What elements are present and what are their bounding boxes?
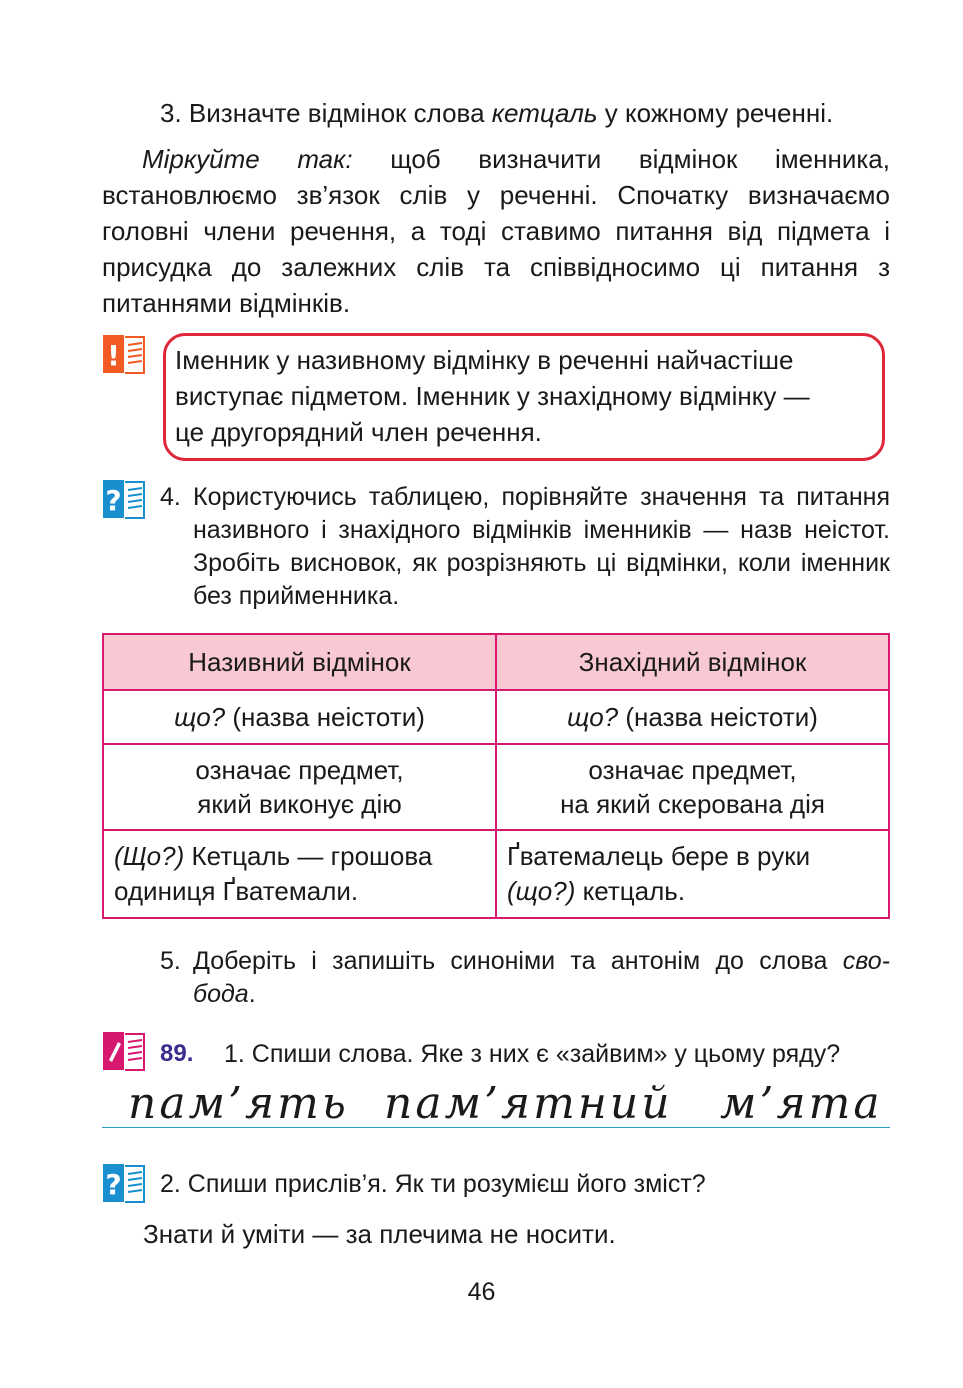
task3-line — [160, 95, 900, 131]
cell-line: означає предмет, — [588, 755, 797, 785]
page-number: 46 — [467, 1278, 496, 1306]
question-word: що? — [567, 701, 619, 732]
table-cell — [103, 744, 496, 830]
table-row — [103, 830, 889, 918]
cell-line: який виконує дію — [197, 789, 402, 819]
question-book-icon — [102, 478, 146, 522]
handwritten-word: м’ята — [720, 1078, 883, 1129]
question-word: (Що?) — [114, 841, 185, 871]
hint-lead: Міркуйте так: — [142, 144, 353, 174]
task3-number: 3. — [160, 98, 182, 128]
table-cell — [496, 690, 889, 744]
cell-line: Ґватемалець бере в руки — [507, 841, 811, 871]
task4-number: 4. — [160, 483, 181, 511]
task5-text — [193, 945, 890, 1011]
task5-body: Доберіть і запишіть синоніми та антонім до слова — [193, 947, 828, 975]
task5-italic-word: сво- — [842, 947, 890, 975]
writing-baseline — [102, 1127, 890, 1128]
svg-text:?: ? — [105, 1168, 122, 1201]
question-book-icon — [102, 1162, 146, 1206]
svg-text:?: ? — [105, 484, 122, 517]
rule-text — [175, 342, 880, 450]
table-cell — [103, 690, 496, 744]
table-cell — [103, 830, 496, 918]
handwritten-word: пам’ятний — [384, 1078, 673, 1129]
header-accusative: Знахідний відмінок — [496, 634, 889, 690]
table-row — [103, 690, 889, 744]
handwritten-word: пам’ять — [128, 1078, 349, 1129]
cell-line: означає предмет, — [195, 755, 404, 785]
rule-line-3: це другорядний член речення. — [175, 417, 542, 447]
task3-italic-word: кетцаль — [491, 98, 598, 128]
task5-number: 5. — [160, 947, 181, 975]
task4-text: Користуючись таблицею, порівняйте значення та питання називного і знахідного відмінків іменників — назв неістот. Зробіть висновок, як розрізняють ці відмінки, коли іменник без прийменника. — [193, 483, 890, 610]
cell-text: Кетцаль — грошова — [191, 841, 433, 871]
table-row — [103, 744, 889, 830]
ex89-task1: 1. Спиши слова. Яке з них є «зайвим» у цьому ряду? — [224, 1040, 841, 1068]
question-word: що? — [174, 701, 226, 732]
task5-italic-word-end: бода — [193, 980, 249, 1008]
header-nominative: Називний відмінок — [103, 634, 496, 690]
cell-text: (назва неістоти) — [625, 701, 818, 732]
cell-line: одиниця Ґватемали. — [114, 876, 359, 906]
hint-text: щоб визначити відмінок іменника, встановлюємо зв’язок слів у реченні. Спочатку визначаємо головні члени речення, а тоді ставимо питання від підмета і присудка до залежних слів та співвідносимо ці питання з питаннями відмінків. — [102, 144, 890, 318]
hint-paragraph — [102, 141, 890, 321]
svg-text:!: ! — [107, 339, 120, 372]
rule-line-2: виступає підметом. Іменник у знахідному відмінку — — [175, 381, 810, 411]
cell-text: (назва неістоти) — [232, 701, 425, 732]
ex89-task2: 2. Спиши прислів’я. Як ти розумієш його зміст? — [160, 1170, 706, 1198]
cell-text: кетцаль. — [582, 876, 686, 906]
pen-book-icon — [102, 1030, 146, 1074]
table-header-row — [103, 634, 889, 690]
table-cell — [496, 830, 889, 918]
table-cell — [496, 744, 889, 830]
exercise-number: 89. — [160, 1040, 194, 1067]
rule-line-1: Іменник у називному відмінку в реченні найчастіше — [175, 345, 794, 375]
task5-period: . — [248, 980, 256, 1008]
exclamation-book-icon — [102, 333, 146, 377]
question-word: (що?) — [507, 876, 576, 906]
task3-text-end: у кожному реченні. — [604, 98, 834, 128]
task3-text: Визначте відмінок слова — [188, 98, 485, 128]
proverb: Знати й уміти — за плечима не носити. — [143, 1219, 616, 1249]
cell-line: на який скерована дія — [560, 789, 825, 819]
cases-table — [102, 633, 890, 919]
